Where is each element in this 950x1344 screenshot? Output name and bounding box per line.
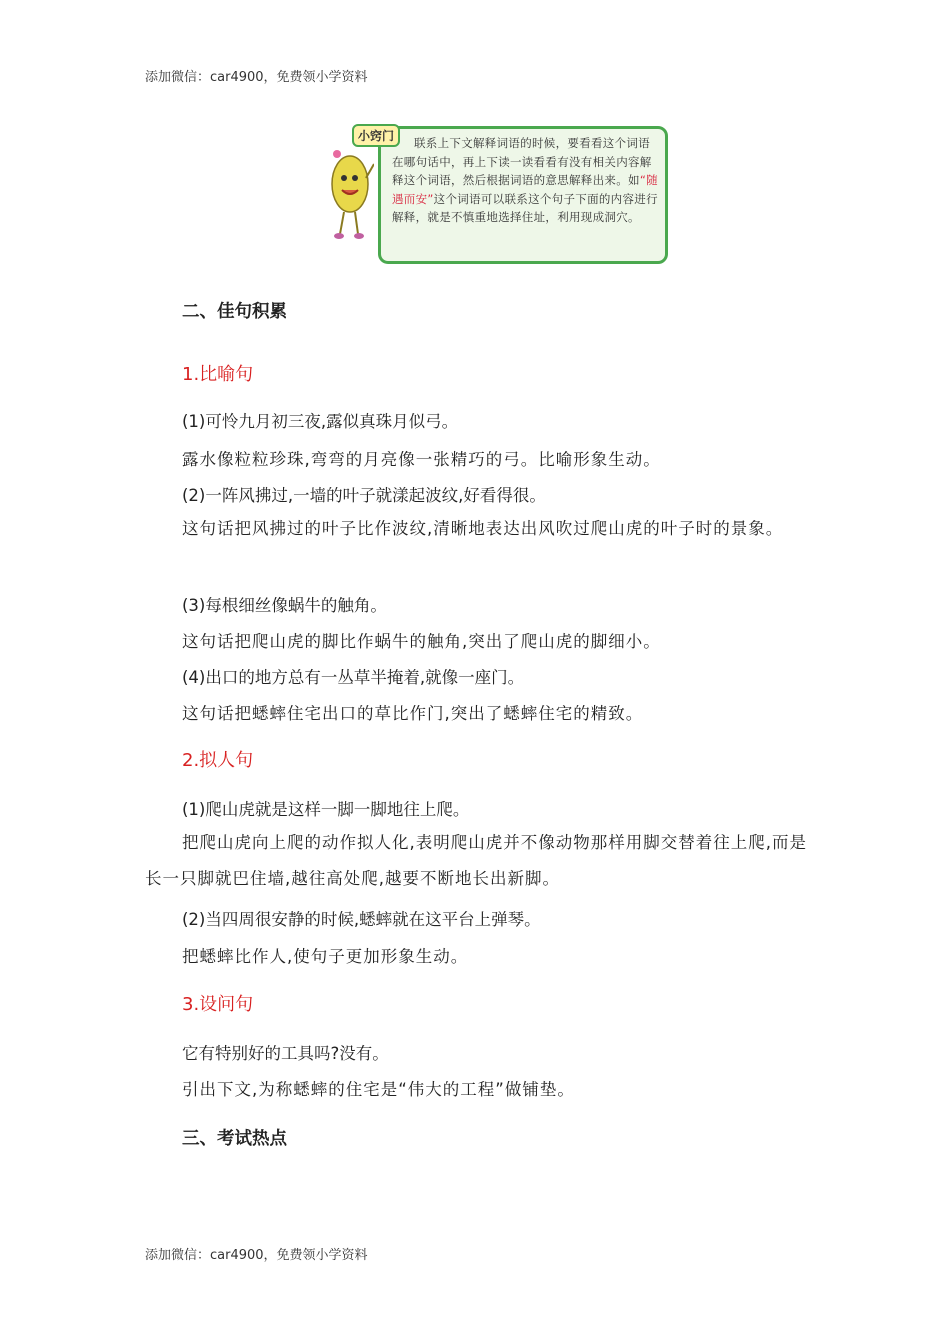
header-note: 添加微信：car4900，免费领小学资料 xyxy=(145,70,368,85)
simile-q4: (4)出口的地方总有一丛草半掩着,就像一座门。 xyxy=(182,668,525,687)
simile-a4: 这句话把蟋蟀住宅出口的草比作门,突出了蟋蟀住宅的精致。 xyxy=(182,704,644,723)
footer-note: 添加微信：car4900，免费领小学资料 xyxy=(145,1248,368,1263)
personification-q1: (1)爬山虎就是这样一脚一脚地往上爬。 xyxy=(182,800,470,819)
simile-a1: 露水像粒粒珍珠,弯弯的月亮像一张精巧的弓。比喻形象生动。 xyxy=(182,450,661,469)
tip-text xyxy=(392,134,658,227)
potato-mascot-icon xyxy=(322,134,374,244)
personification-a1: 把爬山虎向上爬的动作拟人化,表明爬山虎并不像动物那样用脚交替着往上爬,而是长一只脚就巴住墙,越往高处爬,越要不断地长出新脚。 xyxy=(145,833,807,888)
tip-text-after: 这个词语可以联系这个句子下面的内容进行解释，就是不慎重地选择住址，利用现成洞穴。 xyxy=(392,191,658,225)
simile-q3: (3)每根细丝像蜗牛的触角。 xyxy=(182,596,387,615)
tip-text-before: 联系上下文解释词语的时候，要看看这个词语在哪句话中，再上下读一读看看有没有相关内容解释这个词语，然后根据词语的意思解释出来。如 xyxy=(392,136,652,188)
personification-title: 2.拟人句 xyxy=(182,750,254,771)
section-title-2: 二、佳句积累 xyxy=(182,302,287,322)
tip-box xyxy=(322,124,668,264)
simile-a2: 这句话把风拂过的叶子比作波纹,清晰地表达出风吹过爬山虎的叶子时的景象。 xyxy=(182,519,784,538)
simile-title: 1.比喻句 xyxy=(182,364,254,385)
simile-q2: (2)一阵风拂过,一墙的叶子就漾起波纹,好看得很。 xyxy=(182,486,546,505)
rhetorical-a1: 引出下文,为称蟋蟀的住宅是“伟大的工程”做铺垫。 xyxy=(182,1080,575,1099)
section-title-3: 三、考试热点 xyxy=(182,1129,287,1149)
tip-highlight: “随遇而安” xyxy=(392,173,658,206)
rhetorical-title: 3.设问句 xyxy=(182,994,254,1015)
personification-q2: (2)当四周很安静的时候,蟋蟀就在这平台上弹琴。 xyxy=(182,910,541,929)
tip-label: 小窍门 xyxy=(352,124,400,147)
personification-a2: 把蟋蟀比作人,使句子更加形象生动。 xyxy=(182,947,469,966)
simile-q1: (1)可怜九月初三夜,露似真珠月似弓。 xyxy=(182,412,459,431)
rhetorical-q1: 它有特别好的工具吗?没有。 xyxy=(182,1044,389,1063)
simile-a3: 这句话把爬山虎的脚比作蜗牛的触角,突出了爬山虎的脚细小。 xyxy=(182,632,661,651)
